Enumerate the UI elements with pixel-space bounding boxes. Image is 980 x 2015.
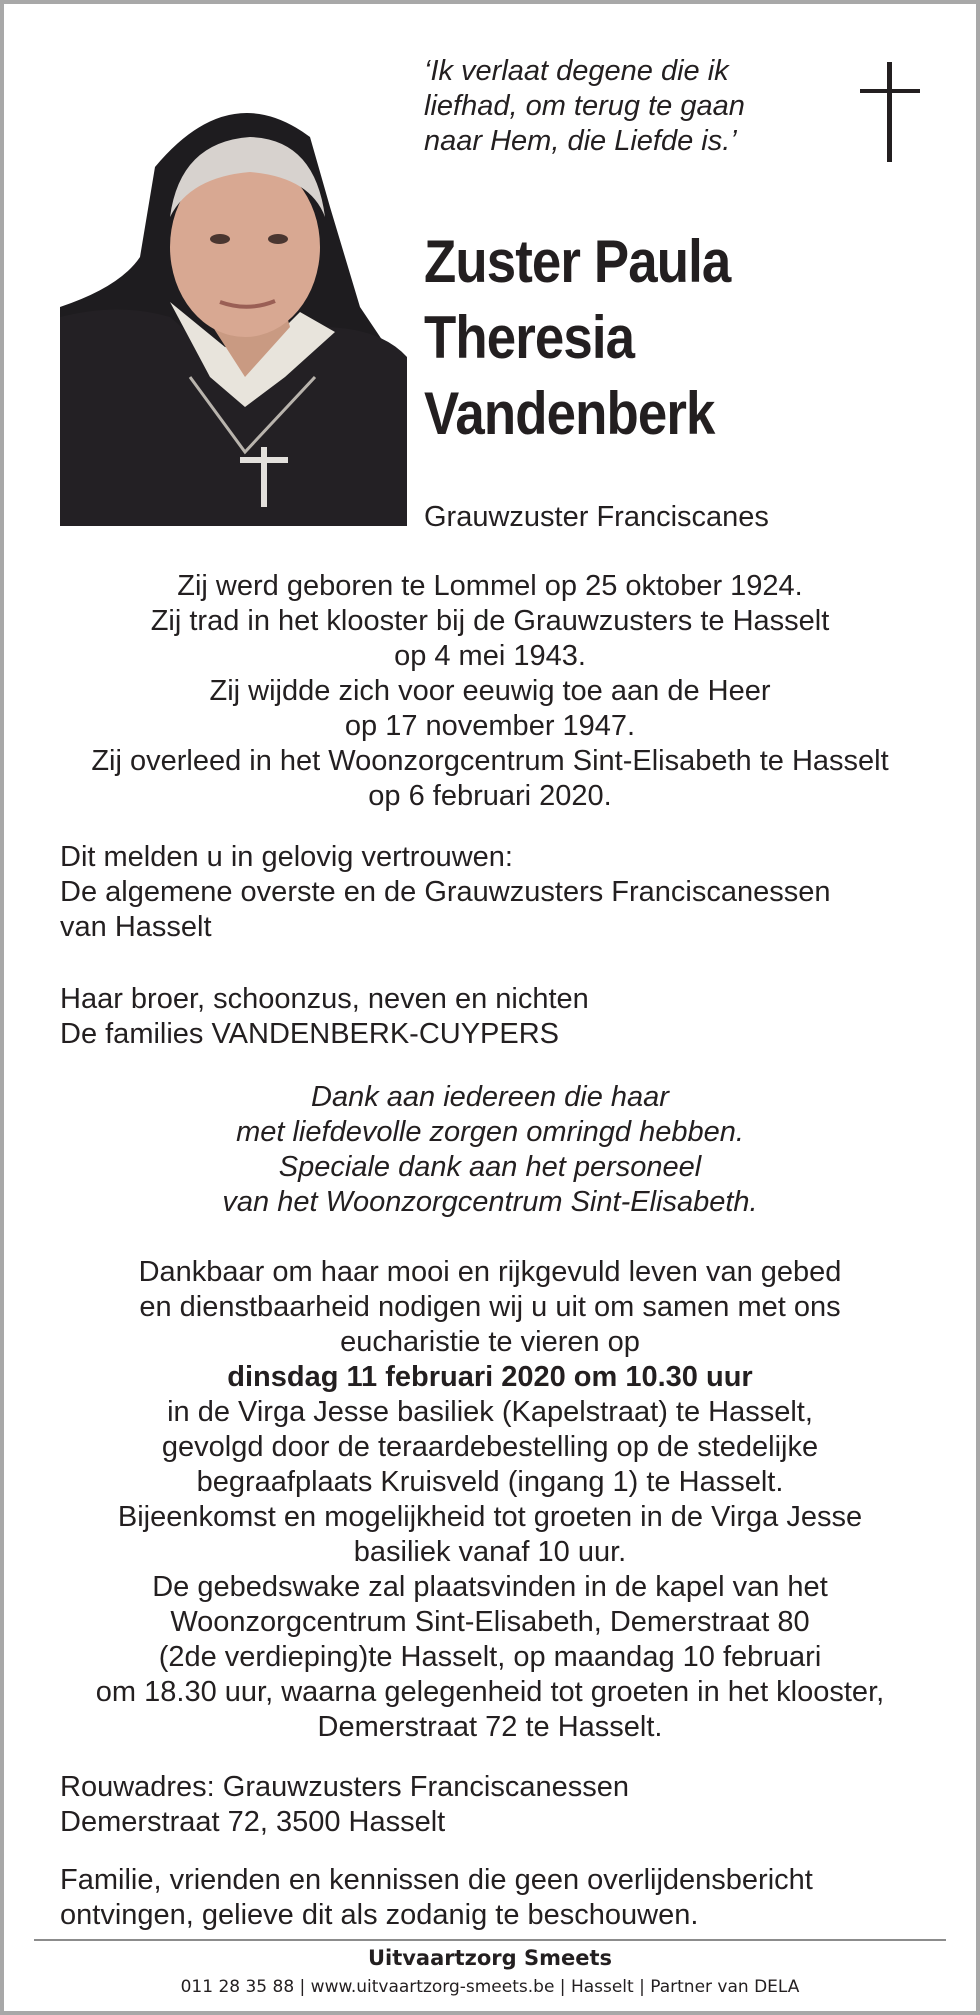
service-info	[60, 1255, 920, 1745]
service-detail-line: in de Virga Jesse basiliek (Kapelstraat) te Hasselt,	[167, 1396, 813, 1428]
quote-line: naar Hem, die Liefde is.’	[424, 125, 737, 157]
service-detail-line: Demerstraat 72 te Hasselt.	[317, 1711, 663, 1743]
announcement-line: van Hasselt	[60, 911, 212, 943]
service-detail-line: Woonzorgcentrum Sint-Elisabeth, Demerstraat 80	[170, 1606, 810, 1638]
bio-line: Zij werd geboren te Lommel op 25 oktober 1924.	[177, 570, 803, 602]
name-line: Vandenberk	[424, 380, 715, 447]
announcement	[60, 840, 940, 945]
thanks-line: Dank aan iedereen die haar	[311, 1081, 669, 1113]
quote-line: liefhad, om terug te gaan	[424, 90, 745, 122]
name-line: Theresia	[424, 304, 635, 371]
family-line: Haar broer, schoonzus, neven en nichten	[60, 983, 589, 1015]
footer-info: 011 28 35 88 | www.uitvaartzorg-smeets.be | Hasselt | Partner van DELA	[180, 1977, 800, 1997]
bio-line: Zij overleed in het Woonzorgcentrum Sint-Elisabeth te Hasselt	[91, 745, 889, 777]
biography	[60, 569, 920, 814]
service-detail-line: om 18.30 uur, waarna gelegenheid tot groeten in het klooster,	[95, 1676, 885, 1708]
service-detail-line: Bijeenkomst en mogelijkheid tot groeten in de Virga Jesse	[117, 1501, 863, 1533]
thanks-line: van het Woonzorgcentrum Sint-Elisabeth.	[222, 1186, 758, 1218]
cross-icon	[860, 62, 920, 162]
notice	[60, 1863, 940, 1933]
service-intro-line: Dankbaar om haar mooi en rijkgevuld leven van gebed	[138, 1256, 842, 1288]
bio-line: Zij wijdde zich voor eeuwig toe aan de Heer	[209, 675, 771, 707]
notice-line: Familie, vrienden en kennissen die geen overlijdensbericht	[60, 1864, 813, 1896]
bio-line: op 4 mei 1943.	[394, 640, 586, 672]
footer-company: Uitvaartzorg Smeets	[367, 1946, 613, 1970]
deceased-name	[424, 224, 882, 452]
name-line: Zuster Paula	[424, 228, 731, 295]
service-detail-line: begraafplaats Kruisveld (ingang 1) te Hasselt.	[196, 1466, 784, 1498]
announcement-line: Dit melden u in gelovig vertrouwen:	[60, 841, 513, 873]
bio-line: op 6 februari 2020.	[368, 780, 612, 812]
footer-divider	[34, 1939, 946, 1941]
service-intro-line: en dienstbaarheid nodigen wij u uit om samen met ons	[139, 1291, 841, 1323]
announcement-line: De algemene overste en de Grauwzusters Franciscanessen	[60, 876, 831, 908]
thanks-line: met liefdevolle zorgen omringd hebben.	[236, 1116, 744, 1148]
service-detail-line: basiliek vanaf 10 uur.	[353, 1536, 627, 1568]
service-date: dinsdag 11 februari 2020 om 10.30 uur	[227, 1361, 753, 1393]
thanks	[60, 1080, 920, 1220]
mourning-address	[60, 1770, 940, 1840]
notice-line: ontvingen, gelieve dit als zodanig te beschouwen.	[60, 1899, 699, 1931]
quote	[424, 54, 804, 159]
service-detail-line: gevolgd door de teraardebestelling op de stedelijke	[161, 1431, 819, 1463]
service-detail-line: De gebedswake zal plaatsvinden in de kapel van het	[152, 1571, 828, 1603]
quote-line: ‘Ik verlaat degene die ik	[424, 55, 729, 87]
family-line: De families VANDENBERK-CUYPERS	[60, 1018, 560, 1050]
subtitle: Grauwzuster Franciscanes	[424, 501, 769, 533]
thanks-line: Speciale dank aan het personeel	[278, 1151, 702, 1183]
bio-line: Zij trad in het klooster bij de Grauwzusters te Hasselt	[150, 605, 830, 637]
service-detail-line: (2de verdieping)te Hasselt, op maandag 10 februari	[158, 1641, 822, 1673]
service-intro-line: eucharistie te vieren op	[340, 1326, 640, 1358]
bio-line: op 17 november 1947.	[344, 710, 636, 742]
family	[60, 982, 940, 1052]
address-line: Rouwadres: Grauwzusters Franciscanessen	[60, 1771, 629, 1803]
portrait-photo	[60, 77, 407, 526]
address-line: Demerstraat 72, 3500 Hasselt	[60, 1806, 446, 1838]
